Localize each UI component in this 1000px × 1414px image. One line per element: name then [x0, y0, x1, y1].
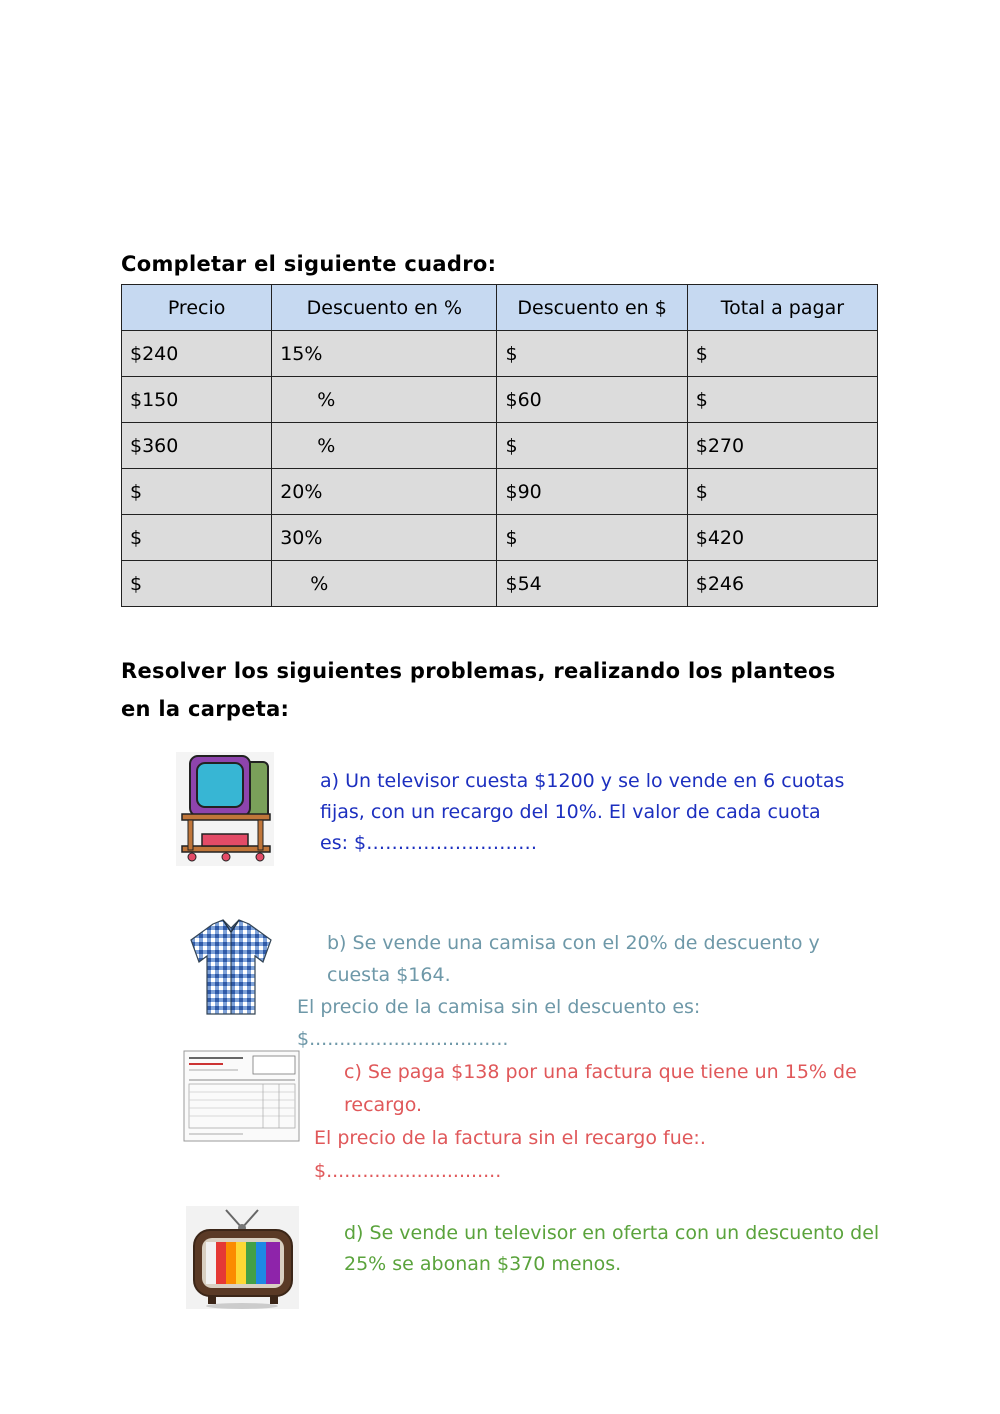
problem-d [314, 1218, 884, 1280]
table-cell: $270 [687, 423, 877, 469]
header-precio: Precio [122, 285, 272, 331]
color-tv-icon [186, 1206, 299, 1309]
problem-c-question: El precio de la factura sin el recargo fue:. $............................. [314, 1127, 706, 1182]
table-instruction-title: Completar el siguiente cuadro: [121, 252, 497, 276]
table-cell: $420 [687, 515, 877, 561]
table-cell[interactable]: $ [122, 469, 272, 515]
table-cell: $246 [687, 561, 877, 607]
discount-table [121, 284, 878, 607]
table-cell[interactable]: $ [687, 469, 877, 515]
problem-b [297, 927, 887, 1055]
header-descuento-porcentaje: Descuento en % [272, 285, 497, 331]
problem-c-statement: c) Se paga $138 por una factura que tiene un 15% de recargo. [344, 1061, 857, 1116]
problem-c [314, 1056, 884, 1188]
table-cell[interactable]: $ [497, 331, 687, 377]
header-descuento-pesos: Descuento en $ [497, 285, 687, 331]
table-cell: 15% [272, 331, 497, 377]
problem-a-text: a) Un televisor cuesta $1200 y se lo vende en 6 cuotas fijas, con un recargo del 10%. El valor de cada cuota es: $……………………… [320, 770, 845, 854]
table-cell: $60 [497, 377, 687, 423]
table-cell: $360 [122, 423, 272, 469]
problem-b-statement: b) Se vende una camisa con el 20% de descuento y cuesta $164. [327, 932, 820, 986]
table-cell: $54 [497, 561, 687, 607]
table-row [122, 561, 878, 607]
table-row [122, 423, 878, 469]
table-cell[interactable]: % [272, 377, 497, 423]
table-row [122, 331, 878, 377]
table-cell[interactable]: $ [687, 377, 877, 423]
table-cell[interactable]: % [272, 423, 497, 469]
problem-d-text: d) Se vende un televisor en oferta con un descuento del 25% se abonan $370 menos. [344, 1222, 880, 1275]
table-cell: $90 [497, 469, 687, 515]
table-cell: 30% [272, 515, 497, 561]
shirt-icon [183, 918, 279, 1018]
table-header-row [122, 285, 878, 331]
problem-a [290, 766, 850, 859]
table-cell: 20% [272, 469, 497, 515]
table-cell[interactable]: % [272, 561, 497, 607]
problem-b-question: El precio de la camisa sin el descuento es: $................................. [297, 996, 701, 1050]
table-cell[interactable]: $ [122, 561, 272, 607]
table-cell: $240 [122, 331, 272, 377]
table-cell[interactable]: $ [122, 515, 272, 561]
table-cell[interactable]: $ [687, 331, 877, 377]
table-cell[interactable]: $ [497, 423, 687, 469]
problems-instruction-title: Resolver los siguientes problemas, realizando los planteos en la carpeta: [121, 659, 836, 721]
table-cell[interactable]: $ [497, 515, 687, 561]
invoice-icon [183, 1050, 300, 1142]
retro-tv-icon [176, 752, 274, 866]
table-row [122, 515, 878, 561]
table-row [122, 377, 878, 423]
table-row [122, 469, 878, 515]
header-total-a-pagar: Total a pagar [687, 285, 877, 331]
table-cell: $150 [122, 377, 272, 423]
